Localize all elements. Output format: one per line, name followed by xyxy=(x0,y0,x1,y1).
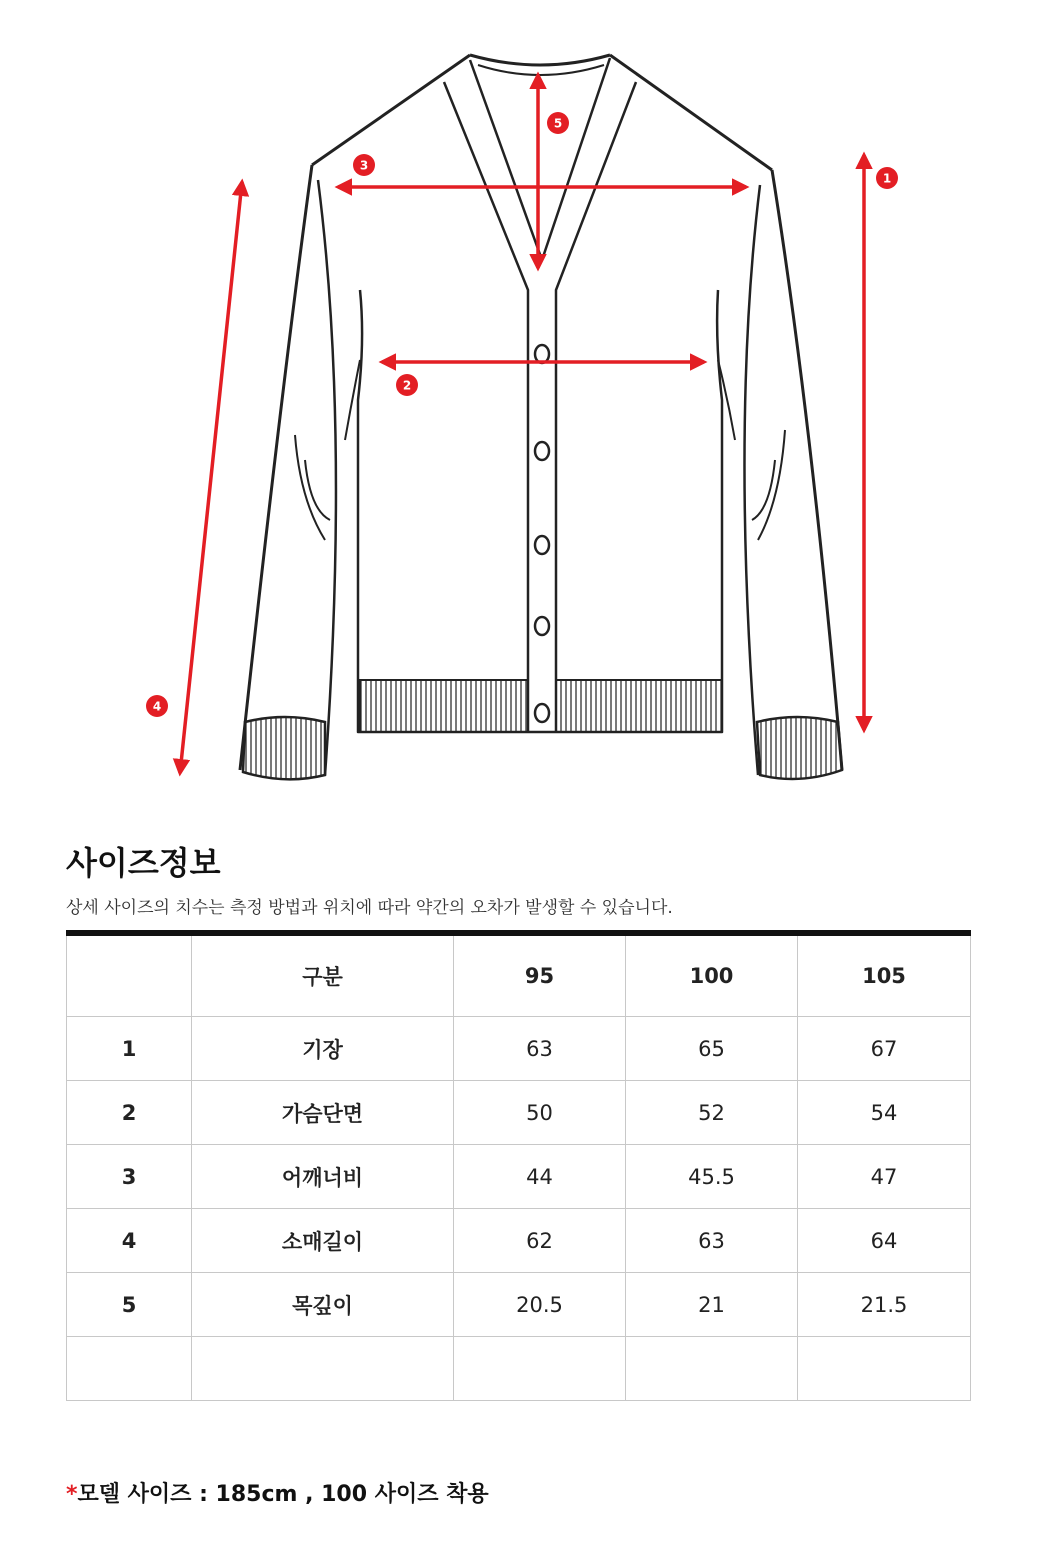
svg-text:4: 4 xyxy=(152,699,162,714)
table-row xyxy=(67,1145,971,1209)
cell-value: 21 xyxy=(626,1273,798,1337)
cell-value: 52 xyxy=(626,1081,798,1145)
cell-value: 65 xyxy=(626,1017,798,1081)
row-number: 2 xyxy=(67,1081,192,1145)
header-cell: 95 xyxy=(454,933,626,1017)
svg-text:2: 2 xyxy=(402,378,412,393)
header-cell: 100 xyxy=(626,933,798,1017)
row-number: 4 xyxy=(67,1209,192,1273)
cell-value: 54 xyxy=(798,1081,971,1145)
button xyxy=(535,442,549,460)
button xyxy=(535,704,549,722)
measure-arrow-sleeve xyxy=(180,182,242,773)
cell-value: 62 xyxy=(454,1209,626,1273)
row-label: 소매길이 xyxy=(192,1209,454,1273)
marker-2 xyxy=(396,374,418,396)
page-title: 사이즈정보 xyxy=(66,844,221,882)
cell-value: 64 xyxy=(798,1209,971,1273)
empty-cell xyxy=(454,1337,626,1401)
row-label: 가슴단면 xyxy=(192,1081,454,1145)
cell-value: 63 xyxy=(454,1017,626,1081)
cell-value: 21.5 xyxy=(798,1273,971,1337)
cell-value: 50 xyxy=(454,1081,626,1145)
hem-rib-left xyxy=(360,680,528,732)
empty-cell xyxy=(626,1337,798,1401)
buttons xyxy=(535,345,549,722)
table-row xyxy=(67,1273,971,1337)
hem-rib-right xyxy=(556,680,722,732)
svg-text:3: 3 xyxy=(359,158,369,173)
cuff-right xyxy=(757,717,842,779)
header-cell: 105 xyxy=(798,933,971,1017)
cell-value: 67 xyxy=(798,1017,971,1081)
table-header-row xyxy=(67,933,971,1017)
table-row xyxy=(67,1017,971,1081)
row-number: 5 xyxy=(67,1273,192,1337)
cell-value: 63 xyxy=(626,1209,798,1273)
cardigan-outline xyxy=(240,55,842,775)
page-subtitle: 상세 사이즈의 치수는 측정 방법과 위치에 따라 약간의 오차가 발생할 수 있습니다. xyxy=(66,898,673,918)
marker-1 xyxy=(876,167,898,189)
asterisk: * xyxy=(66,1482,78,1507)
empty-cell xyxy=(798,1337,971,1401)
header-cell xyxy=(67,933,192,1017)
model-size-note xyxy=(66,1477,489,1508)
row-number: 1 xyxy=(67,1017,192,1081)
cell-value: 44 xyxy=(454,1145,626,1209)
table-row xyxy=(67,1081,971,1145)
cell-value: 47 xyxy=(798,1145,971,1209)
row-label: 기장 xyxy=(192,1017,454,1081)
marker-3 xyxy=(353,154,375,176)
row-number: 3 xyxy=(67,1145,192,1209)
cuff-left xyxy=(243,717,325,779)
row-label: 목깊이 xyxy=(192,1273,454,1337)
button xyxy=(535,536,549,554)
button xyxy=(535,617,549,635)
model-size-text: 모델 사이즈 : 185cm , 100 사이즈 착용 xyxy=(77,1482,489,1507)
svg-text:5: 5 xyxy=(553,116,563,131)
cell-value: 45.5 xyxy=(626,1145,798,1209)
empty-cell xyxy=(67,1337,192,1401)
marker-4 xyxy=(146,695,168,717)
row-label: 어깨너비 xyxy=(192,1145,454,1209)
table-row xyxy=(67,1209,971,1273)
marker-5 xyxy=(547,112,569,134)
header-cell: 구분 xyxy=(192,933,454,1017)
size-table xyxy=(66,930,971,1401)
empty-cell xyxy=(192,1337,454,1401)
svg-text:1: 1 xyxy=(882,171,892,186)
table-row-empty xyxy=(67,1337,971,1401)
cell-value: 20.5 xyxy=(454,1273,626,1337)
